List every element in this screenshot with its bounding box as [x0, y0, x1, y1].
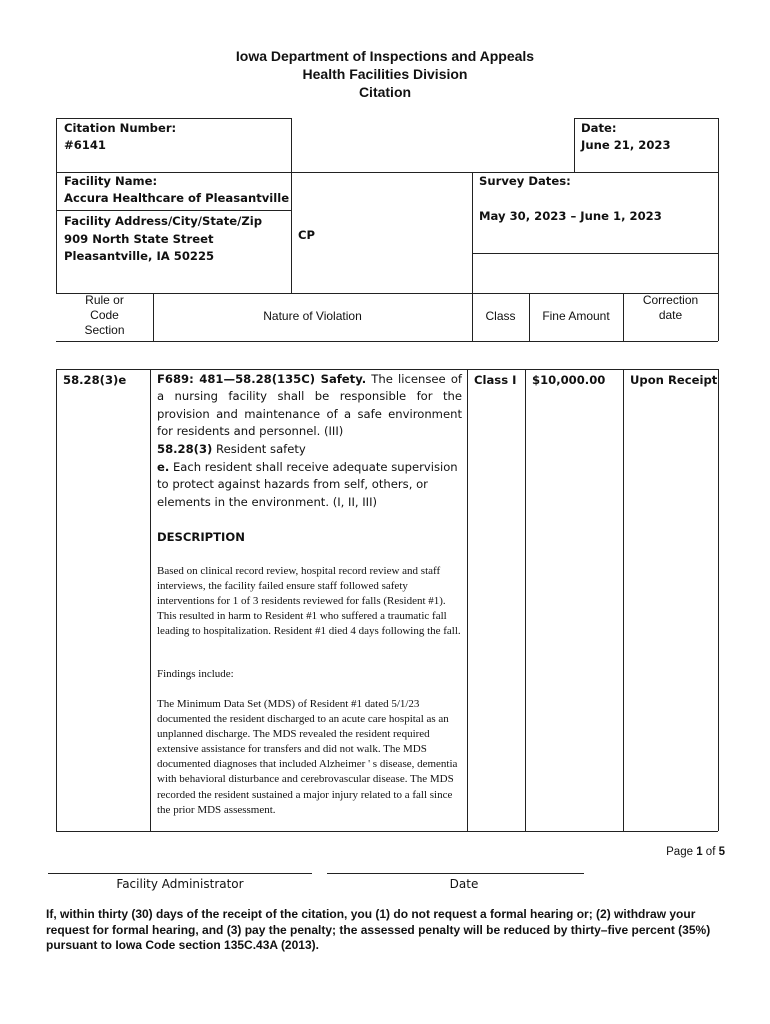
cp-label: CP: [298, 228, 316, 242]
mds-paragraph: The Minimum Data Set (MDS) of Resident #1 dated 5/1/23 documented the resident discharged to an acute care hospital as an unplanned discharge. The MDS revealed the resident required extensive assistance for transfers and did not walk. The MDS documented diagnoses that included Alzheimer ' s disease, dementia with behavioral disturbance and cerebrovascular disease. The MDS recorded the resident sustained a major injury related to a fall since the prior MDS assessment.: [157, 698, 458, 816]
survey-dates-value: May 30, 2023 – June 1, 2023: [479, 209, 662, 223]
document-title: Citation: [358, 84, 412, 100]
supervision-paragraph: e. Each resident shall receive adequate supervision to protect against hazards from self, others, or elements in the environment. (I, II, III): [157, 460, 458, 509]
class-header: Class: [485, 309, 516, 323]
correction-date-value: Upon Receipt: [630, 373, 718, 387]
facility-address-line1: 909 North State Street: [64, 232, 214, 246]
fine-amount-header: Fine Amount: [542, 309, 610, 323]
findings-include: Findings include:: [157, 668, 234, 680]
fine-amount-value: $10,000.00: [532, 373, 606, 387]
division-title: Health Facilities Division: [302, 66, 468, 82]
facility-name-value: Accura Healthcare of Pleasantville: [64, 191, 290, 205]
resident-safety-line: 58.28(3) Resident safety: [157, 442, 306, 456]
citation-number-value: #6141: [64, 138, 106, 152]
facility-administrator-label: Facility Administrator: [116, 877, 244, 891]
rule-code-section-header: Rule or Code Section: [84, 293, 125, 337]
penalty-notice: If, within thirty (30) days of the receipt of the citation, you (1) do not request a formal hearing or; (2) withdraw your request for formal hearing, and (3) pay the penalty; the assessed penalty will be reduced by thirty–five percent (35%) pursuant to Iowa Code section 135C.43A (2013).: [46, 907, 711, 952]
rule-code-value: 58.28(3)e: [63, 373, 127, 387]
administrator-signature-line: [48, 873, 312, 874]
survey-dates-label: Survey Dates:: [479, 174, 571, 188]
description-paragraph: Based on clinical record review, hospital record review and staff interviews, the facility failed ensure staff followed safety interventions for 1 of 3 residents reviewed for falls (Resident #1). This resulted in harm to Resident #1 who suffered a traumatic fall leading to hospitalization. Resident #1 died 4 days following the fall.: [157, 565, 461, 638]
class-value: Class I: [474, 373, 517, 387]
facility-address-label: Facility Address/City/State/Zip: [64, 214, 263, 228]
citation-number-label: Citation Number:: [64, 121, 177, 135]
date-label: Date:: [581, 121, 617, 135]
date-value: June 21, 2023: [581, 138, 671, 152]
date-signature-line: [327, 873, 584, 874]
signature-date-label: Date: [449, 877, 479, 891]
agency-title: Iowa Department of Inspections and Appeals: [235, 48, 535, 64]
description-label: DESCRIPTION: [157, 530, 245, 544]
nature-of-violation-header: Nature of Violation: [263, 309, 362, 323]
facility-address-line2: Pleasantville, IA 50225: [64, 249, 215, 263]
facility-name-label: Facility Name:: [64, 174, 158, 188]
page-number: Page 1 of 5: [666, 846, 725, 858]
violation-rule-paragraph: F689: 481—58.28(135C) Safety. The licensee of a nursing facility shall be responsible for the provision and maintenance of a safe environment for residents and personnel. (III): [157, 372, 463, 438]
correction-date-header: Correction date: [642, 293, 699, 322]
